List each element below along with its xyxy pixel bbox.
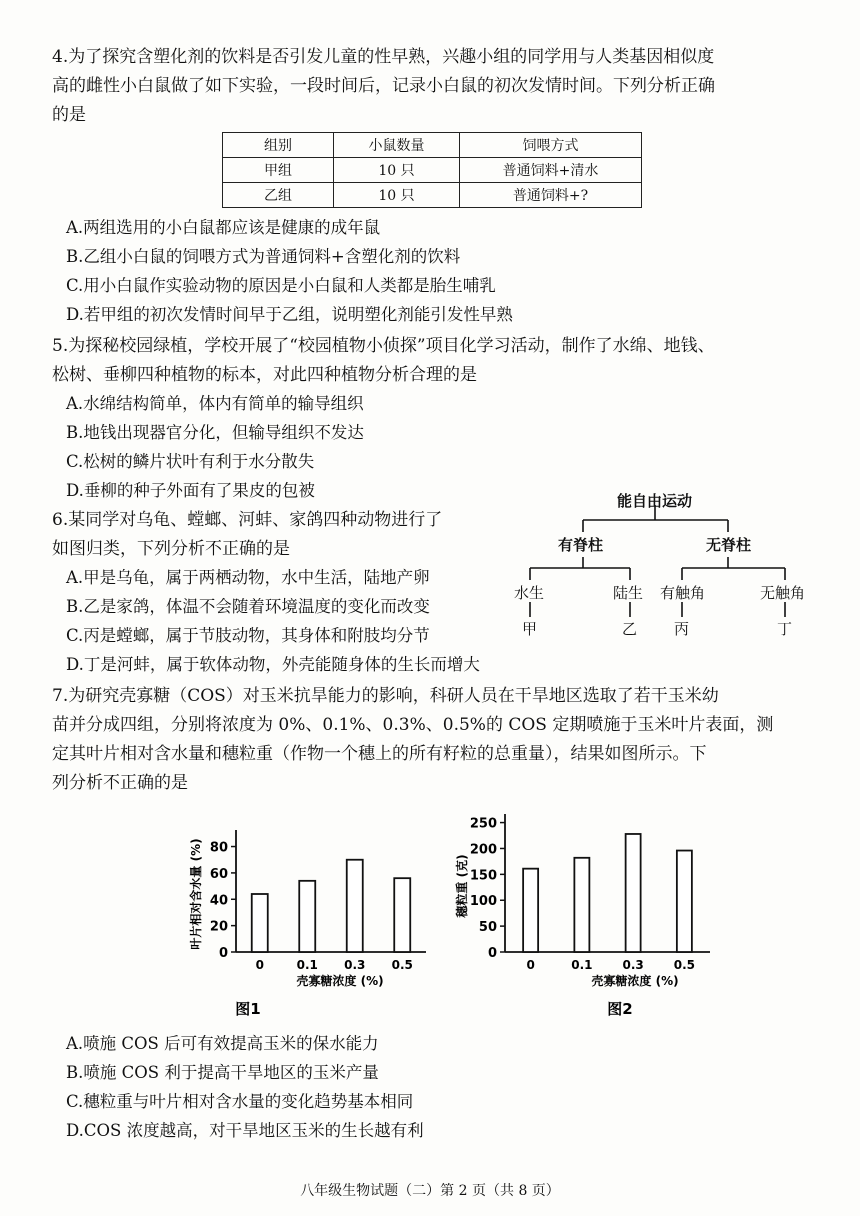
bar (394, 878, 410, 952)
y-tick-label: 0 (218, 946, 228, 961)
q6-option-d: D.丁是河蚌，属于软体动物，外壳能随身体的生长而增大 (66, 655, 480, 674)
tree-name-jia: 甲 (522, 620, 538, 638)
chart-title: 图1 (235, 1000, 261, 1018)
y-tick-label: 40 (209, 893, 228, 909)
table-cell: 甲组 (223, 158, 334, 183)
x-tick-label: 0.3 (622, 958, 644, 972)
q6-option-b: B.乙是家鸽，体温不会随着环境温度的变化而改变 (66, 597, 430, 616)
q5-option-a: A.水绵结构简单，体内有简单的输导组织 (66, 394, 364, 413)
table-cell: 10 只 (334, 158, 460, 183)
x-tick-label: 0.1 (571, 958, 593, 972)
q4-option-a: A.两组选用的小白鼠都应该是健康的成年鼠 (66, 218, 381, 237)
q4-option-c: C.用小白鼠作实验动物的原因是小白鼠和人类都是胎生哺乳 (66, 276, 496, 295)
q7-option-b: B.喷施 COS 利于提高干旱地区的玉米产量 (66, 1063, 379, 1082)
table-row (223, 183, 642, 208)
bar (347, 860, 363, 952)
chart-title: 图2 (607, 1000, 633, 1018)
q4-line-2: 高的雌性小白鼠做了如下实验，一段时间后，记录小白鼠的初次发情时间。下列分析正确 (52, 76, 715, 96)
y-tick-label: 100 (469, 894, 497, 910)
table-header: 组别 (223, 133, 334, 158)
y-axis-label: 穗粒重 (克) (455, 854, 469, 918)
chart-body (454, 814, 710, 1018)
q5-option-c: C.松树的鳞片状叶有利于水分散失 (66, 452, 315, 471)
q4-line-3: 的是 (52, 105, 86, 125)
bar (252, 894, 268, 952)
x-tick-label: 0 (526, 958, 535, 972)
q5-option-b: B.地钱出现器官分化，但输导组织不发达 (66, 423, 364, 442)
tree-root: 能自由运动 (617, 492, 693, 510)
x-axis-label: 壳寡糖浓度 (%) (296, 974, 384, 988)
bar (626, 834, 641, 952)
table-cell: 普通饲料+? (460, 183, 642, 208)
tree-leaf-no-antennae: 无触角 (760, 584, 806, 602)
q4-line-1: 4.为了探究含塑化剂的饮料是否引发儿童的性早熟，兴趣小组的同学用与人类基因相似度 (52, 47, 715, 67)
q7-option-c: C.穗粒重与叶片相对含水量的变化趋势基本相同 (66, 1092, 414, 1111)
page-footer: 八年级生物试题（二）第 2 页（共 8 页） (300, 1183, 560, 1199)
x-tick-label: 0.1 (296, 958, 318, 972)
y-tick-label: 200 (469, 842, 497, 858)
q6-option-c: C.丙是螳螂，属于节肢动物，其身体和附肢均分节 (66, 626, 430, 645)
q7-option-d: D.COS 浓度越高，对干旱地区玉米的生长越有利 (66, 1121, 424, 1140)
q7-line-3: 定其叶片相对含水量和穗粒重（作物一个穗上的所有籽粒的总重量），结果如图所示。下 (52, 744, 707, 764)
tree-node-vertebrate: 有脊柱 (558, 536, 604, 554)
chart-leaf-water-content (180, 812, 440, 1027)
tree-leaf-terrestrial: 陆生 (613, 584, 644, 602)
tree-leaf-antennae: 有触角 (660, 584, 706, 602)
y-tick-label: 0 (487, 946, 497, 961)
x-tick-label: 0.5 (391, 958, 413, 972)
q4-option-d: D.若甲组的初次发情时间早于乙组，说明塑化剂能引发性早熟 (66, 305, 513, 324)
x-tick-label: 0 (255, 958, 264, 972)
tree-leaf-aquatic: 水生 (514, 584, 545, 602)
q4-table (222, 132, 642, 208)
x-tick-label: 0.3 (344, 958, 366, 972)
chart-grain-weight (450, 812, 725, 1027)
q5-option-d: D.垂柳的种子外面有了果皮的包被 (66, 481, 315, 500)
table-header: 小鼠数量 (334, 133, 460, 158)
q6-line-1: 6.某同学对乌龟、螳螂、河蚌、家鸽四种动物进行了 (52, 510, 443, 530)
q5-line-1: 5.为探秘校园绿植，学校开展了“校园植物小侦探”项目化学习活动，制作了水绵、地钱、 (52, 336, 715, 356)
bar (574, 858, 589, 952)
table-cell: 10 只 (334, 183, 460, 208)
y-tick-label: 250 (469, 816, 497, 832)
table-header-row (223, 133, 642, 158)
tree-node-invertebrate: 无脊柱 (706, 536, 752, 554)
tree-name-bing: 丙 (674, 620, 690, 638)
bar (523, 869, 538, 952)
y-tick-label: 80 (209, 840, 228, 856)
bar (677, 851, 692, 952)
x-tick-label: 0.5 (673, 958, 696, 972)
y-tick-label: 60 (209, 866, 228, 882)
y-tick-label: 20 (209, 919, 228, 935)
table-row (223, 158, 642, 183)
q6-option-a: A.甲是乌龟，属于两栖动物，水中生活，陆地产卵 (66, 568, 430, 587)
tree-name-ding: 丁 (777, 620, 793, 638)
q7-option-a: A.喷施 COS 后可有效提高玉米的保水能力 (66, 1034, 379, 1053)
q5-line-2: 松树、垂柳四种植物的标本，对此四种植物分析合理的是 (52, 365, 477, 385)
bar (299, 881, 315, 952)
table-cell: 乙组 (223, 183, 334, 208)
x-axis-label: 壳寡糖浓度 (%) (591, 974, 679, 988)
q7-line-2: 苗并分成四组，分别将浓度为 0%、0.1%、0.3%、0.5%的 COS 定期喷施于玉米叶片表面，测 (52, 715, 774, 735)
q7-line-4: 列分析不正确的是 (52, 773, 188, 793)
chart-body (188, 830, 426, 1018)
y-axis-label: 叶片相对含水量 (%) (189, 838, 203, 950)
table-cell: 普通饲料+清水 (460, 158, 642, 183)
q4-option-b: B.乙组小白鼠的饲喂方式为普通饲料+含塑化剂的饮料 (66, 247, 461, 266)
y-tick-label: 150 (469, 868, 497, 884)
tree-name-yi: 乙 (622, 620, 638, 638)
table-header: 饲喂方式 (460, 133, 642, 158)
q7-line-1: 7.为研究壳寡糖（COS）对玉米抗旱能力的影响，科研人员在干旱地区选取了若干玉米幼 (52, 686, 719, 706)
q6-line-2: 如图归类，下列分析不正确的是 (52, 539, 290, 559)
y-tick-label: 50 (478, 920, 497, 936)
